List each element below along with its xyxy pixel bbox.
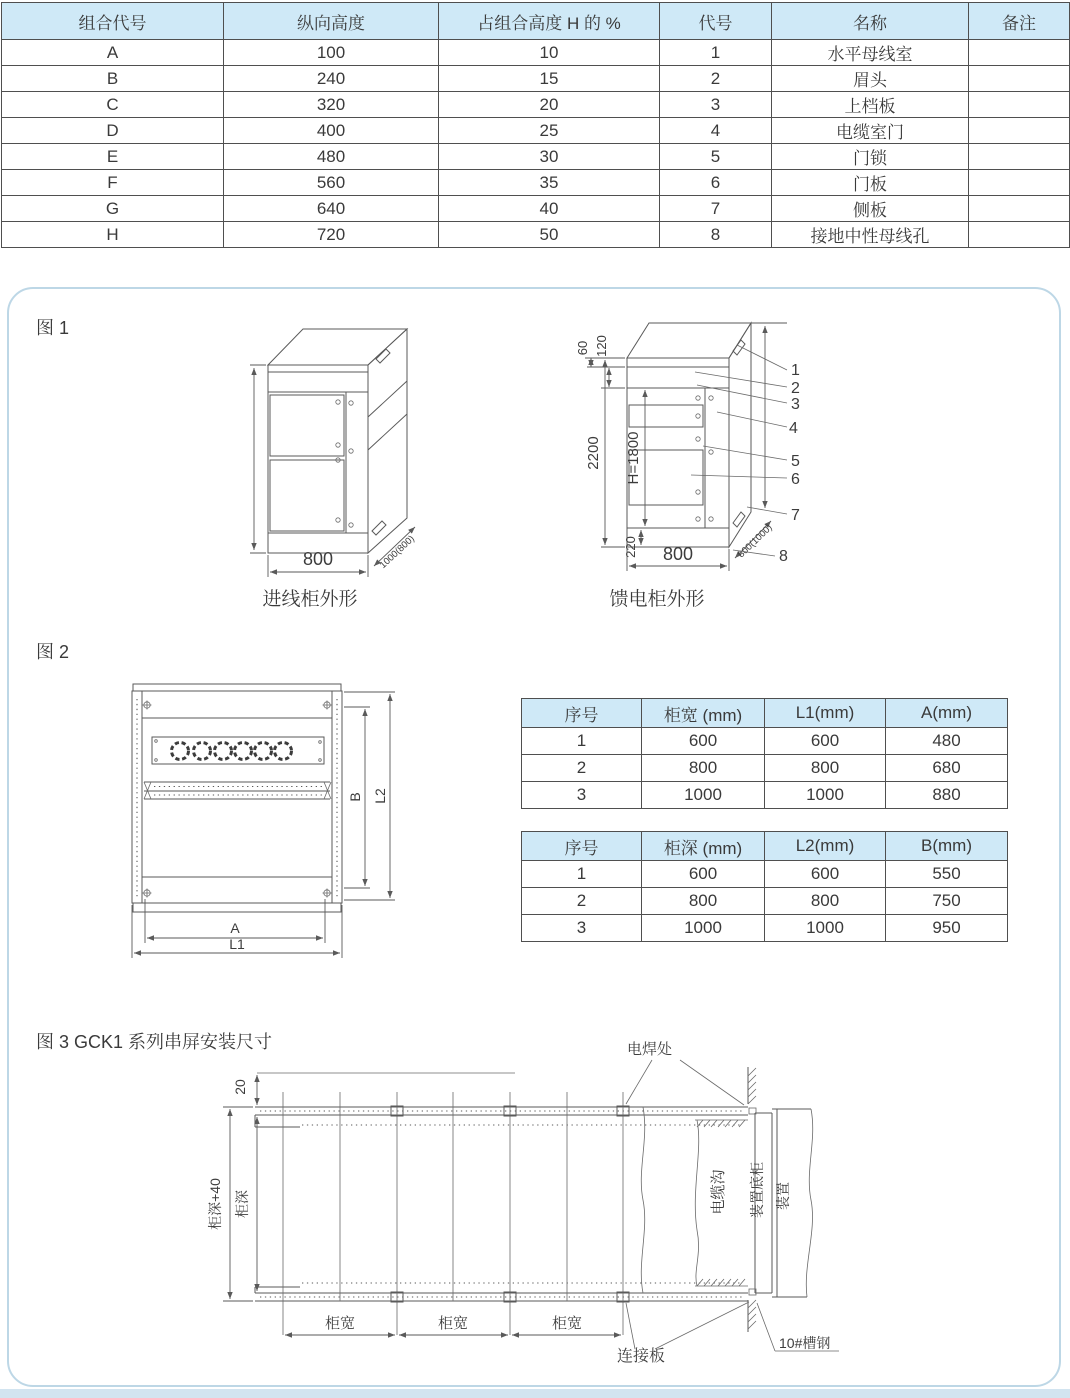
table-cell: [969, 170, 1070, 196]
table-cell: 1: [522, 728, 642, 755]
table-cell: 750: [886, 888, 1008, 915]
table-cell: 7: [660, 196, 772, 222]
table-cell: 1: [660, 40, 772, 66]
table-cell: 上档板: [772, 92, 969, 118]
table-cell: 720: [224, 222, 439, 248]
table-cell: A: [2, 40, 224, 66]
table-cell: 480: [886, 728, 1008, 755]
table-row: [522, 861, 1008, 888]
feeder-depth-dim: 800(1000): [735, 522, 775, 561]
column-header: 柜宽 (mm): [642, 699, 765, 728]
vent-knockout-circles: [172, 743, 292, 760]
table-row: [522, 888, 1008, 915]
table-cell: 600: [642, 861, 765, 888]
dim-width-3: 柜宽: [551, 1315, 583, 1332]
plan-labels: [617, 1040, 839, 1365]
table-cell: 680: [886, 755, 1008, 782]
dim-label-B: B: [347, 792, 363, 802]
vent-strip: [152, 737, 324, 764]
incoming-cabinet-drawing: [230, 315, 480, 583]
table-cell: [969, 222, 1070, 248]
table-cell: 600: [642, 728, 765, 755]
dim-depth: 柜深: [234, 1190, 250, 1218]
table-cell: 1: [522, 861, 642, 888]
table-cell: G: [2, 196, 224, 222]
table-cell: 20: [439, 92, 660, 118]
column-header: A(mm): [886, 699, 1008, 728]
table-cell: 3: [522, 915, 642, 942]
table-cell: 5: [660, 144, 772, 170]
feeder-cabinet-dimensions: [575, 326, 775, 571]
table-cell: [969, 66, 1070, 92]
column-header: 组合代号: [2, 3, 224, 40]
table-cell: 接地中性母线孔: [772, 222, 969, 248]
column-header: 柜深 (mm): [642, 832, 765, 861]
table-cell: 25: [439, 118, 660, 144]
table-cell: 15: [439, 66, 660, 92]
table-cell: 4: [660, 118, 772, 144]
incoming-depth-dim: 1000(800): [377, 533, 417, 571]
table-cell: 950: [886, 915, 1008, 942]
table-cell: [969, 40, 1070, 66]
callout-5: 5: [791, 453, 800, 470]
table-cell: 30: [439, 144, 660, 170]
device-break-line: [806, 1109, 812, 1297]
callout-2: 2: [791, 380, 800, 397]
table-cell: 8: [660, 222, 772, 248]
table-row: [2, 170, 1070, 196]
table-cell: 50: [439, 222, 660, 248]
feeder-cabinet-caption: 馈电柜外形: [609, 589, 705, 610]
column-header: 代号: [660, 3, 772, 40]
incoming-cabinet-dimensions: [250, 365, 417, 577]
table-cell: 240: [224, 66, 439, 92]
column-header: 备注: [969, 3, 1070, 40]
cabinet-depth-table: [521, 831, 1008, 942]
table-row: [2, 66, 1070, 92]
table-row: [2, 118, 1070, 144]
connector-plate-label: 连接板: [617, 1348, 666, 1365]
header-row: [522, 699, 1008, 728]
break-line-right: [695, 1120, 698, 1286]
mounting-rail: [144, 782, 331, 799]
column-header: 名称: [772, 3, 969, 40]
table-cell: 1000: [642, 782, 765, 809]
table-cell: 门锁: [772, 144, 969, 170]
table-cell: 640: [224, 196, 439, 222]
callout-7: 7: [791, 507, 800, 524]
dim-width-2: 柜宽: [437, 1315, 469, 1332]
dim-20: 20: [232, 1079, 248, 1095]
table-cell: D: [2, 118, 224, 144]
table-cell: C: [2, 92, 224, 118]
table-row: [522, 782, 1008, 809]
table-row: [522, 755, 1008, 782]
incoming-width-dim: 800: [302, 549, 334, 569]
break-line-left: [641, 1107, 644, 1293]
plan-dimensions: [207, 1075, 621, 1335]
header-row: [522, 832, 1008, 861]
table-cell: 1000: [765, 915, 886, 942]
feeder-total-height-dim: 2200: [585, 436, 602, 470]
column-header: 占组合高度 H 的 %: [439, 3, 660, 40]
table-cell: H: [2, 222, 224, 248]
table-cell: 3: [660, 92, 772, 118]
dim-label-L1: L1: [229, 936, 245, 952]
column-header: B(mm): [886, 832, 1008, 861]
feeder-width-dim: 800: [662, 544, 694, 564]
table-row: [2, 144, 1070, 170]
dim-label-L2: L2: [372, 788, 388, 804]
feeder-dim-120: 120: [594, 335, 609, 357]
callout-6: 6: [791, 471, 800, 488]
base-cabinet-label: 装置底柜: [749, 1162, 765, 1218]
feeder-cabinet-body: [627, 323, 787, 547]
table-cell: 800: [642, 888, 765, 915]
callout-8: 8: [779, 548, 788, 565]
column-header: L2(mm): [765, 832, 886, 861]
table-cell: 560: [224, 170, 439, 196]
trench-label: 电缆沟: [710, 1169, 727, 1215]
cabinet-width-table: [521, 698, 1008, 809]
table-cell: 100: [224, 40, 439, 66]
table-cell: 880: [886, 782, 1008, 809]
header-row: [2, 3, 1070, 40]
feeder-cabinet-drawing: [545, 315, 865, 583]
incoming-cabinet-body: [268, 329, 407, 553]
table-cell: 电缆室门: [772, 118, 969, 144]
cabinet-row-plan: [255, 1073, 748, 1335]
table-cell: 800: [765, 755, 886, 782]
device-label: 装置: [775, 1182, 791, 1210]
table-cell: 侧板: [772, 196, 969, 222]
table-cell: 水平母线室: [772, 40, 969, 66]
feeder-inner-height-dim: H=1800: [625, 431, 642, 485]
column-header: 序号: [522, 832, 642, 861]
figure2-label: 图 2: [36, 642, 70, 662]
table-cell: 400: [224, 118, 439, 144]
figure3-title: 图 3 GCK1 系列串屏安装尺寸: [36, 1032, 273, 1052]
table-cell: E: [2, 144, 224, 170]
table-cell: [969, 92, 1070, 118]
table-cell: 3: [522, 782, 642, 809]
combination-height-table: [1, 2, 1070, 248]
table-cell: 40: [439, 196, 660, 222]
dim-depth-plus-40: 柜深+40: [207, 1178, 223, 1230]
dim-label-A: A: [230, 920, 240, 936]
page-bottom-band: [0, 1389, 1070, 1398]
table-cell: 2: [660, 66, 772, 92]
table-row: [522, 728, 1008, 755]
table-cell: [969, 118, 1070, 144]
table-row: [2, 40, 1070, 66]
table-cell: 800: [642, 755, 765, 782]
table-row: [522, 915, 1008, 942]
table-cell: 320: [224, 92, 439, 118]
figure1-label: 图 1: [36, 318, 70, 338]
incoming-cabinet-caption: 进线柜外形: [262, 589, 358, 610]
table-cell: 2: [522, 888, 642, 915]
table-cell: F: [2, 170, 224, 196]
table-cell: 1000: [642, 915, 765, 942]
table-row: [2, 222, 1070, 248]
table-cell: 800: [765, 888, 886, 915]
table-cell: 550: [886, 861, 1008, 888]
panel-front-drawing: [120, 675, 410, 975]
table-cell: 眉头: [772, 66, 969, 92]
panel-body: [132, 684, 342, 912]
feeder-callouts: [691, 345, 800, 565]
table-cell: 门板: [772, 170, 969, 196]
weld-label: 电焊处: [627, 1041, 673, 1058]
table-cell: 2: [522, 755, 642, 782]
column-header: 纵向高度: [224, 3, 439, 40]
column-header: L1(mm): [765, 699, 886, 728]
column-header: 序号: [522, 699, 642, 728]
callout-1: 1: [791, 362, 800, 379]
panel-dimensions: [132, 692, 395, 958]
installation-plan-drawing: [165, 1040, 905, 1380]
table-cell: 600: [765, 728, 886, 755]
table-cell: 35: [439, 170, 660, 196]
feeder-dim-220: 220: [623, 536, 638, 558]
table-cell: 480: [224, 144, 439, 170]
table-cell: 1000: [765, 782, 886, 809]
table-row: [2, 92, 1070, 118]
dim-width-1: 柜宽: [324, 1315, 356, 1332]
callout-4: 4: [789, 420, 798, 437]
table-cell: 600: [765, 861, 886, 888]
channel-steel-label: 10#槽钢: [779, 1335, 831, 1351]
table-row: [2, 196, 1070, 222]
table-cell: [969, 144, 1070, 170]
table-cell: B: [2, 66, 224, 92]
callout-3: 3: [791, 396, 800, 413]
table-cell: 6: [660, 170, 772, 196]
feeder-dim-60: 60: [575, 340, 590, 356]
table-cell: 10: [439, 40, 660, 66]
table-cell: [969, 196, 1070, 222]
